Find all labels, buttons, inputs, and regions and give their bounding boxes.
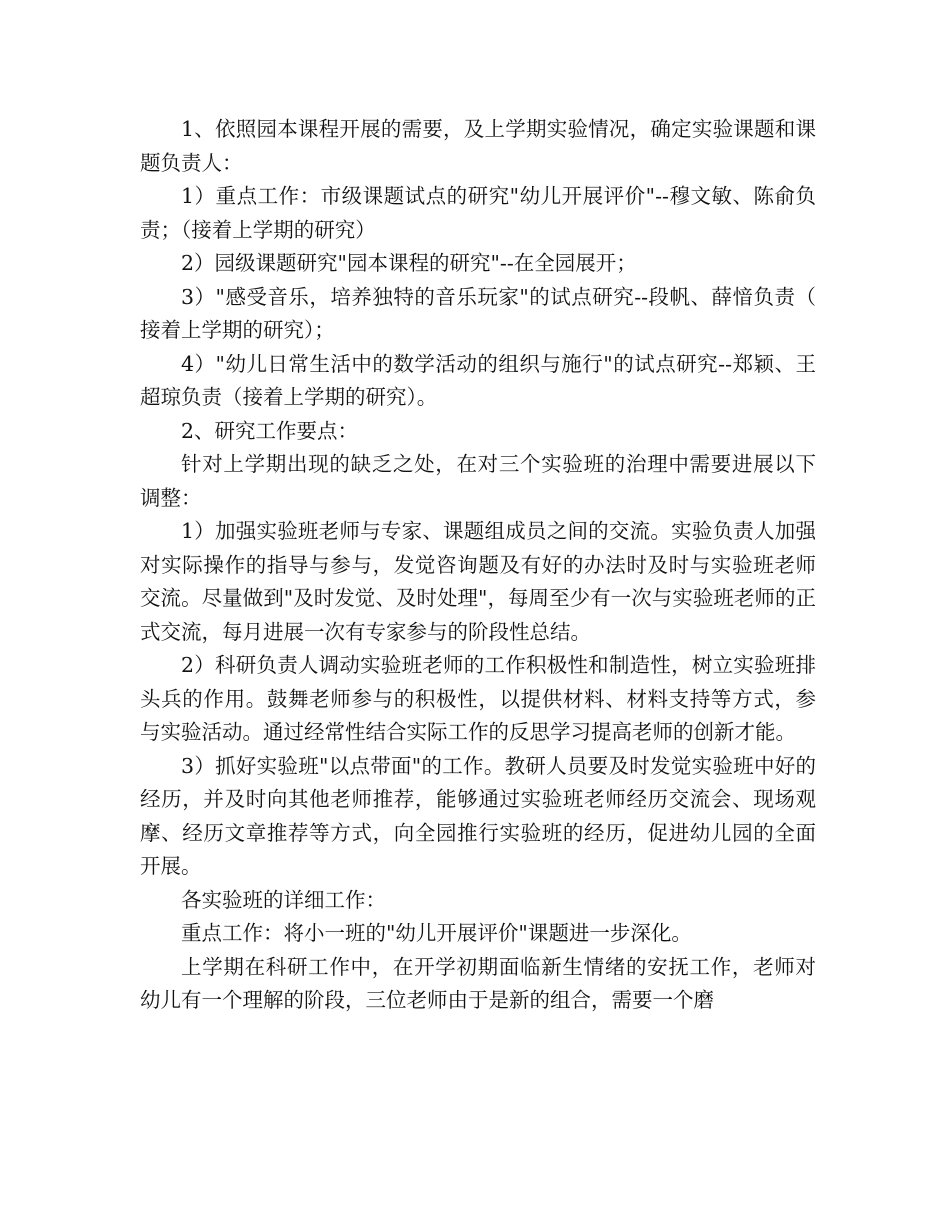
- paragraph-section-2-intro: 针对上学期出现的缺乏之处，在对三个实验班的治理中需要进展以下调整：: [140, 452, 816, 510]
- paragraph-item-2-2: 2）科研负责人调动实验班老师的工作积极性和制造性，树立实验班排头兵的作用。鼓舞老师参与的积极性，以提供材料、材料支持等方式，参与实验活动。通过经常性结合实际工作的反思学习提高老师的创新才能。: [140, 653, 816, 744]
- paragraph-class-work-heading: 各实验班的详细工作：: [181, 887, 386, 912]
- paragraph-key-work: 重点工作：将小一班的"幼儿开展评价"课题进一步深化。: [181, 921, 692, 945]
- paragraph-item-2-3: 3）抓好实验班"以点带面"的工作。教研人员要及时发觉实验班中好的经历，并及时向其他老师推荐，能够通过实验班老师经历交流会、现场观摩、经历文章推荐等方式，向全园推行实验班的经历，促进幼儿园的全面开展。: [140, 753, 816, 878]
- paragraph-item-1-4: 4）"幼儿日常生活中的数学活动的组织与施行"的试点研究--郑颖、王超琼负责（接着上学期的研究）。: [140, 351, 816, 409]
- paragraph-section-1-heading: 1、依照园本课程开展的需要，及上学期实验情况，确定实验课题和课题负责人：: [140, 117, 816, 175]
- document-page: [140, 113, 816, 1018]
- paragraph-item-1-3: 3）"感受音乐，培养独特的音乐玩家"的试点研究--段帆、薛愔负责（接着上学期的研究）；: [140, 284, 816, 342]
- paragraph-last-term-summary: 上学期在科研工作中，在开学初期面临新生情绪的安抚工作，老师对幼儿有一个理解的阶段，三位老师由于是新的组合，需要一个磨: [140, 954, 816, 1012]
- paragraph-item-1-1: 1）重点工作：市级课题试点的研究"幼儿开展评价"--穆文敏、陈俞负责；（接着上学期的研究）: [140, 184, 816, 242]
- paragraph-item-2-1: 1）加强实验班老师与专家、课题组成员之间的交流。实验负责人加强对实际操作的指导与参与，发觉咨询题及有好的办法时及时与实验班老师交流。尽量做到"及时发觉、及时处理"，每周至少有一次与实验班老师的正式交流，每月进展一次有专家参与的阶段性总结。: [140, 519, 816, 644]
- paragraph-item-1-2: 2）园级课题研究"园本课程的研究"--在全园展开；: [181, 251, 637, 275]
- paragraph-section-2-heading: 2、研究工作要点：: [181, 418, 359, 443]
